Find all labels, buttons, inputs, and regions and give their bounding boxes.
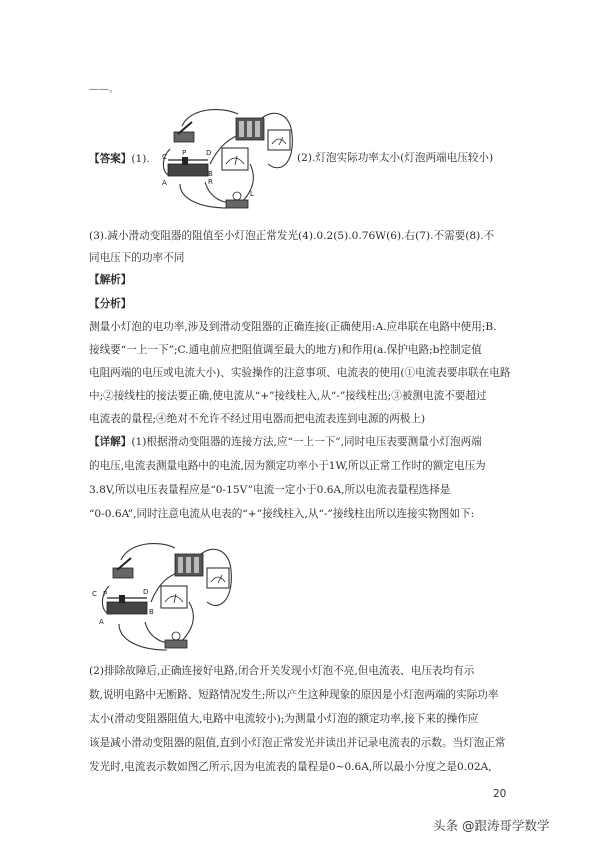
part2-line-5: 发光时,电流表示数如图乙所示,因为电流表的量程是0~0.6A,所以最小分度之是0.02A,	[89, 761, 492, 773]
battery-icon	[236, 118, 264, 140]
xiangjie-line-3: 3.8V,所以电压表量程应是“0-15V”电流一定小于0.6A,所以电流表量程选择是	[89, 484, 451, 496]
label-c-2: C	[92, 590, 97, 598]
switch-icon	[174, 122, 194, 142]
voltmeter-icon-2	[161, 586, 187, 608]
label-d: D	[206, 149, 212, 157]
part2-line-3: 太小(滑动变阻器阻值大,电路中电流较小);为测量小灯泡的额定功率,接下来的操作应	[89, 713, 479, 725]
rheostat-icon	[162, 149, 213, 187]
xiangjie-text-1: (1)根据滑动变阻器的连接方法,应“一上一下”,同时电压表要测量小灯泡两端	[131, 436, 482, 448]
fenxi-line-1: 测量小灯泡的电功率,涉及到滑动变阻器的正确连接(正确使用:A.应串联在电路中使用;B.	[89, 321, 497, 333]
fenxi-label: 【分析】	[89, 298, 132, 310]
answer-line-1: (3).减小滑动变阻器的阻值至小灯泡正常发光(4).0.2(5).0.76W(6).右(7).不需要(8).不	[89, 230, 495, 242]
fenxi-line-2: 接线要“一上一下”;C.通电前应把阻值调至最大的地方)和作用(a.保护电路;b控制定值	[89, 344, 482, 356]
label-p: P	[182, 149, 187, 157]
lamp-icon	[226, 190, 254, 208]
label-d-2: D	[143, 588, 149, 596]
xiangjie-line-1	[89, 435, 482, 449]
switch-icon-2	[113, 558, 133, 578]
part2-line-1: (2)排除故障后,正确连接好电路,闭合开关发现小灯泡不亮,但电流表、电压表均有示	[89, 665, 475, 677]
jiexi-label: 【解析】	[89, 274, 132, 286]
part2-line-4: 该是减小滑动变阻器的阻值,直到小灯泡正常发光并读出并记录电流表的示数。当灯泡正常	[89, 737, 506, 749]
xiangjie-line-4: “0-0.6A”,同时注意电流从电表的“+”接线柱入,从“-”接线柱出所以连接实物图如下:	[89, 508, 475, 520]
voltmeter-icon	[222, 148, 248, 170]
fenxi-line-5: 电流表的量程;④绝对不允许不经过用电器而把电流表连到电源的两极上)	[89, 413, 426, 425]
label-a: A	[162, 179, 167, 187]
rheostat-icon-2	[92, 588, 154, 626]
answer-line	[89, 152, 150, 166]
page-number: 20	[493, 788, 507, 800]
xiangjie-label: 【详解】	[89, 436, 132, 448]
circuit-diagram-2	[89, 538, 239, 658]
label-a-2: A	[99, 618, 104, 626]
answer-part1-label: (1).	[131, 153, 150, 165]
battery-icon-2	[175, 554, 203, 576]
label-r: R	[208, 178, 213, 186]
label-p-2: P	[103, 590, 108, 598]
answer-line-2: 同电压下的功率不同	[89, 252, 185, 264]
fenxi-line-4: 中;②接线柱的接法要正确,使电流从“+”接线柱入,从“-”接线柱出;③被测电流不要超过	[89, 390, 487, 402]
circuit-diagram-1	[150, 104, 300, 216]
answer-part2: (2).灯泡实际功率太小(灯泡两端电压较小)	[297, 152, 494, 164]
top-mark: ——。	[89, 84, 119, 95]
label-b-2: B	[149, 608, 154, 616]
label-c: C	[162, 153, 167, 161]
part2-line-2: 数,说明电路中无断路、短路情况发生;所以产生这种现象的原因是小灯泡两端的实际功率	[89, 689, 499, 701]
watermark: 头条 @跟涛哥学数学	[433, 818, 550, 833]
label-l: L	[250, 190, 254, 198]
xiangjie-line-2: 的电压,电流表测量电路中的电流,因为额定功率小于1W,所以正常工作时的额定电压为	[89, 460, 486, 472]
fenxi-line-3: 电阻两端的电压或电流大小)、实验操作的注意事项、电流表的使用(①电流表要串联在电路	[89, 367, 511, 379]
lamp-icon-2	[165, 632, 187, 648]
ammeter-icon-2	[207, 568, 229, 588]
label-b: B	[208, 170, 213, 178]
ammeter-icon	[268, 130, 290, 150]
answer-label: 【答案】	[89, 153, 132, 165]
